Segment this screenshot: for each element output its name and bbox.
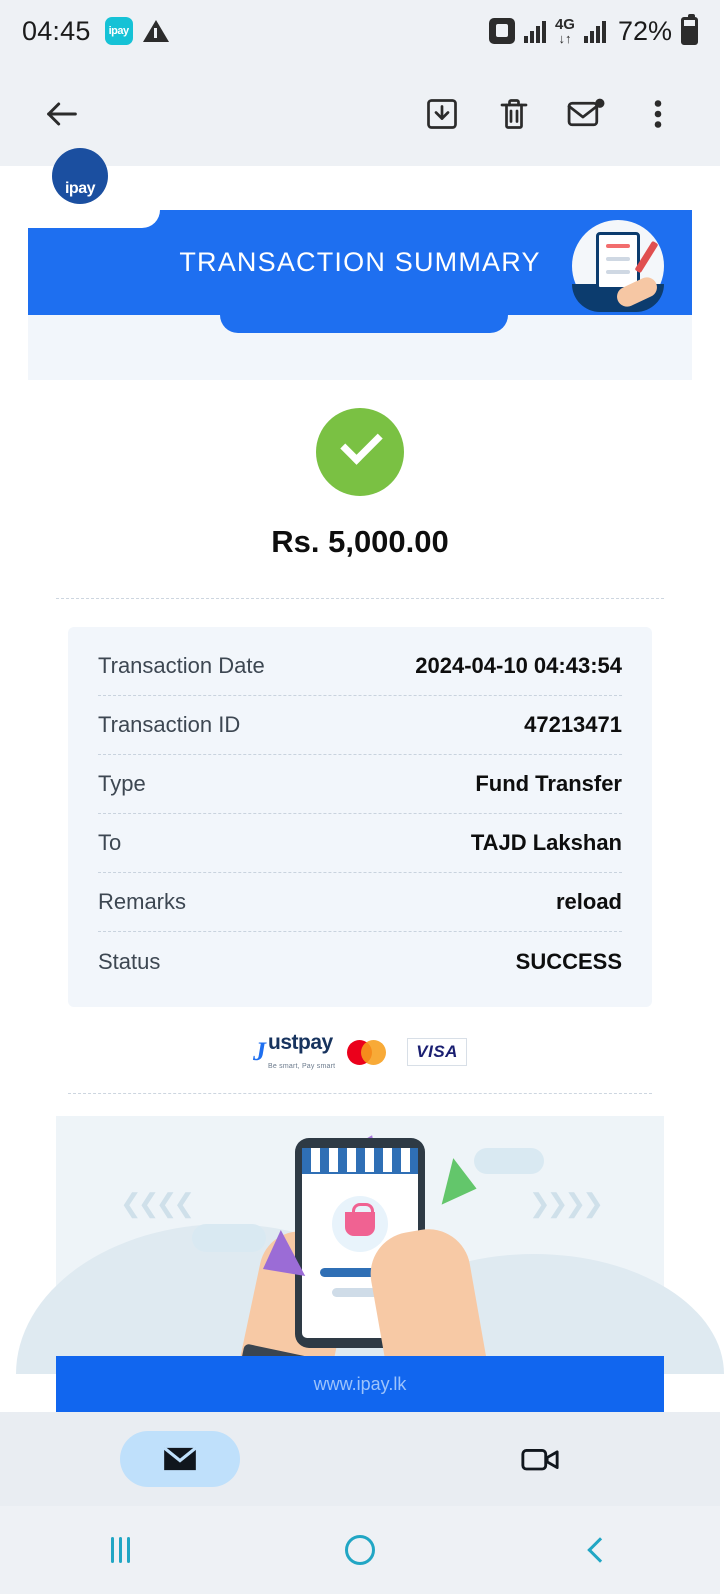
battery-icon (681, 17, 698, 45)
table-row (98, 814, 622, 873)
detail-value: 2024-04-10 04:43:54 (415, 653, 622, 678)
status-badge: SUCCESS (515, 948, 622, 974)
justpay-logo (253, 1031, 335, 1073)
network-type-label: 4G ↓↑ (554, 16, 575, 46)
promo-illustration (56, 1116, 664, 1412)
detail-value: Fund Transfer (475, 771, 622, 796)
clipboard-with-pen-icon (572, 220, 664, 312)
video-call-button[interactable] (480, 1431, 600, 1487)
sim-card-icon (489, 18, 515, 44)
receipt-banner (28, 210, 692, 380)
mark-unread-icon[interactable] (550, 78, 622, 150)
signal-bars-1-icon (524, 19, 546, 43)
detail-label: Transaction ID (98, 712, 241, 737)
cloud-icon (474, 1148, 544, 1174)
payment-logos (68, 1007, 652, 1094)
visa-logo: VISA (407, 1038, 467, 1066)
detail-label: Transaction Date (98, 653, 265, 678)
battery-percent-label: 72% (617, 15, 672, 46)
promo-url-label: www.ipay.lk (313, 1373, 407, 1394)
ipay-logo-icon (52, 148, 108, 204)
warning-icon (143, 18, 169, 44)
table-row (98, 932, 622, 991)
archive-icon[interactable] (406, 78, 478, 150)
trash-icon[interactable] (478, 78, 550, 150)
status-notification-icons (105, 17, 169, 45)
banner-notch-bottom (220, 315, 508, 333)
back-arrow-icon[interactable] (26, 78, 98, 150)
shop-awning-icon (302, 1148, 418, 1174)
recents-icon[interactable] (60, 1520, 180, 1580)
reply-button[interactable] (120, 1431, 240, 1487)
receipt-card (28, 210, 692, 1412)
promo-url-bar[interactable] (56, 1356, 664, 1412)
detail-label: Status (98, 948, 161, 974)
banner-title: TRANSACTION SUMMARY (179, 247, 541, 277)
overflow-menu-icon[interactable] (622, 78, 694, 150)
ipay-logo-label: ipay (64, 180, 95, 197)
table-row (98, 637, 622, 696)
paper-plane-icon (442, 1158, 483, 1212)
detail-value: TAJD Lakshan (470, 830, 622, 855)
home-icon[interactable] (300, 1520, 420, 1580)
justpay-wordmark: ustpay Be smart, Pay smart (268, 1031, 336, 1070)
success-check-icon (316, 408, 404, 496)
table-row (98, 755, 622, 814)
section-divider (56, 598, 664, 599)
chevrons-right-icon: ❯❯❯❯ (528, 1188, 600, 1218)
ipay-app-icon: ipay (105, 17, 133, 45)
back-icon[interactable] (540, 1520, 660, 1580)
detail-label: Type (98, 771, 146, 796)
brand-logo-strip (0, 166, 720, 210)
status-clock: 04:45 (22, 15, 91, 46)
mastercard-logo-icon (347, 1037, 395, 1067)
email-body[interactable] (0, 166, 720, 1412)
status-bar (0, 0, 720, 62)
table-row (98, 873, 622, 932)
table-row (98, 696, 622, 755)
detail-value: reload (555, 889, 622, 914)
transaction-status-area (28, 380, 692, 574)
transaction-amount: Rs. 5,000.00 (271, 524, 449, 559)
app-bar (0, 62, 720, 166)
android-nav-bar (0, 1506, 720, 1594)
email-action-bar (0, 1412, 720, 1506)
signal-bars-2-icon (584, 19, 606, 43)
status-system-icons (489, 16, 698, 47)
transaction-details-table (68, 627, 652, 1007)
detail-value: 47213471 (524, 712, 622, 737)
chevrons-left-icon: ❮❮❮❮ (120, 1188, 192, 1218)
justpay-j-letter: J (253, 1037, 267, 1066)
shopping-basket-icon (332, 1196, 388, 1252)
detail-label: To (98, 830, 122, 855)
detail-label: Remarks (98, 889, 187, 914)
